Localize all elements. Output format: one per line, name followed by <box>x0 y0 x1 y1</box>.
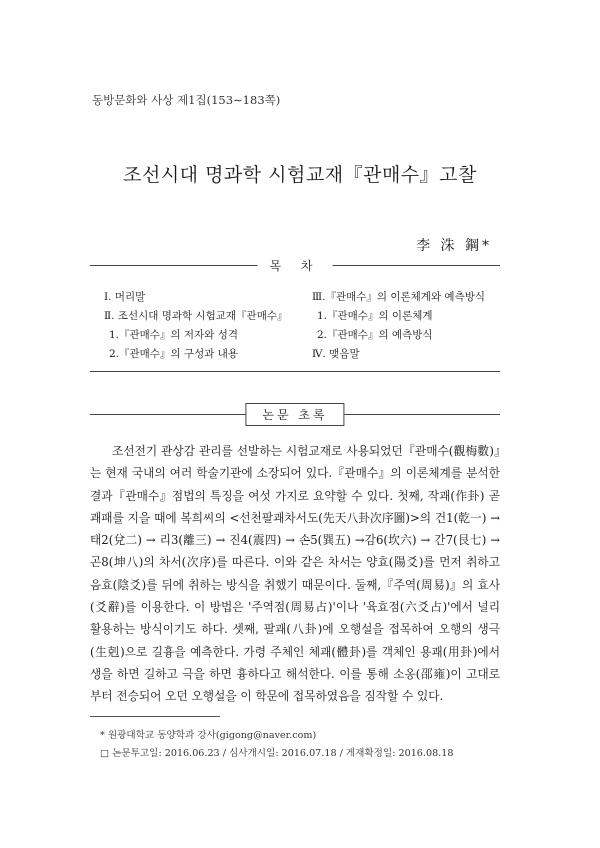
paper-title: 조선시대 명과학 시험교재『관매수』고찰 <box>123 164 477 186</box>
toc-left-column <box>104 288 288 364</box>
toc-right-column <box>312 288 485 364</box>
toc-item: 2.『관매수』의 구성과 내용 <box>109 348 238 360</box>
toc-item: Ⅲ.『관매수』의 이론체계와 예측방식 <box>312 291 485 303</box>
abstract-body: 조선전기 관상감 관리를 선발하는 시험교재로 사용되었던『관매수(觀梅數)』는 현재 국내의 여러 학술기관에 소장되어 있다.『관매수』의 이론체계를 분석한 결과『관매수』점법의 특징을 여섯 가지로 요약할 수 있다. 첫째, 작괘(作卦) 곧 괘패를 지을 때에 복희씨의 <선천팔괘차서도(先天八卦次序圖)>의 건1(乾一) → 태2(兌二) → 리3(離三) → 진4(震四) → 손5(巽五) →감6(坎六) → 간7(艮七) → 곤8(坤八)의 차서(次序)를 따른다. 이와 같은 차서는 양효(陽爻)를 먼저 취하고 음효(陰爻)를 뒤에 취하는 방식을 취했기 때문이다. 둘째,『주역(周易)』의 효사(爻辭)를 이용한다. 이 방법은 '주역점(周易占)'이나 '육효점(六爻占)'에서 널리 활용하는 방식이기도 하다. 셋째, 팔괘(八卦)에 오행설을 접목하여 오행의 생극(生剋)으로 길흉을 예측한다. 가령 주체인 체괘(體卦)를 객체인 용괘(用卦)에서 생을 하면 길하고 극을 하면 흉하다고 해석한다. 이를 통해 소옹(邵雍)이 고대로부터 전승되어 오던 오행설을 이 학문에 접목하였음을 짐작할 수 있다. <box>90 444 500 704</box>
toc-item: 1.『관매수』의 저자와 성격 <box>109 329 238 341</box>
toc-item: 2.『관매수』의 예측방식 <box>317 329 433 341</box>
toc-item: Ⅰ. 머리말 <box>104 291 146 303</box>
footnote-rule <box>90 716 220 717</box>
footnote-dates: □ 논문투고일: 2016.06.23 / 심사개시일: 2016.07.18 / 게재확정일: 2016.08.18 <box>100 748 454 759</box>
author: 李 洙 鋼* <box>416 238 492 254</box>
toc-item: Ⅱ. 조선시대 명과학 시험교재『관매수』 <box>104 310 288 322</box>
toc-heading: 목 차 <box>258 257 333 274</box>
footnote-affiliation: * 원광대학교 동양학과 강사(gigong@naver.com) <box>100 730 317 741</box>
toc-item: 1.『관매수』의 이론체계 <box>317 310 433 322</box>
abstract-divider <box>90 408 500 422</box>
journal-info: 동방문화와 사상 제1집(153∼183쪽) <box>92 93 281 107</box>
table-of-contents <box>90 259 500 372</box>
abstract-heading: 논문 초록 <box>245 403 344 426</box>
toc-item: Ⅳ. 맺음말 <box>312 348 360 360</box>
